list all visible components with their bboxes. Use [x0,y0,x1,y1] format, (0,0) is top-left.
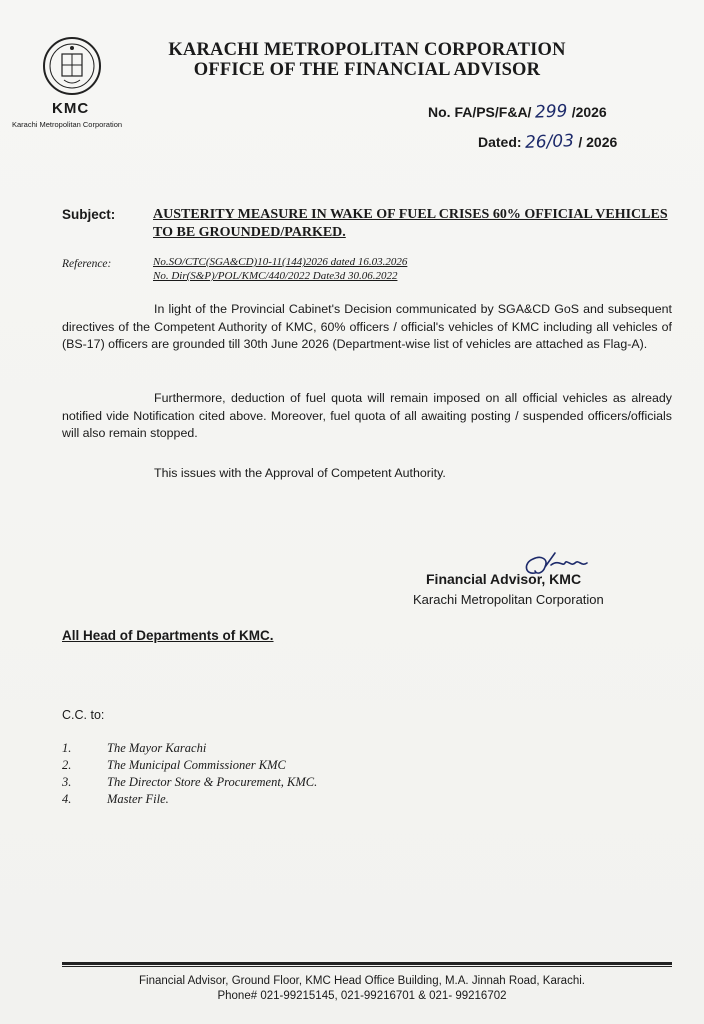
header-office-name: OFFICE OF THE FINANCIAL ADVISOR [193,60,541,80]
addressee: All Head of Departments of KMC. [62,628,274,643]
cc-item [62,791,317,808]
letter-number-handwritten: 299 [535,101,569,123]
cc-item [62,757,317,774]
cc-item [62,740,317,757]
body-paragraph-2-text: Furthermore, deduction of fuel quota will remain imposed on all official vehicles as already notified vide Notification cited above. Moreover, fuel quota of all awaiting posting / suspended officers/officials will also remain stopped. [62,391,672,440]
letter-number-prefix: No. FA/PS/F&A/ [428,104,532,120]
cc-item-text: Master File. [107,792,169,806]
cc-item-number: 4. [62,792,72,806]
cc-list [62,740,317,808]
reference-item-2: No. Dir(S&P)/POL/KMC/440/2022 Date3d 30.06.2022 [153,270,398,282]
logo-abbreviation: KMC [52,100,90,117]
reference-label: Reference: [62,258,112,270]
body-paragraph-1-text: In light of the Provincial Cabinet's Decision communicated by SGA&CD GoS and subsequent directives of the Competent Authority of KMC, 60% officers / official's vehicles of KMC including all vehicles of (BS-17) officers are grounded till 30th June 2026 (Department-wise list of vehicles are attached as Flag-A). [62,302,672,351]
body-paragraph-3: This issues with the Approval of Competent Authority. [154,466,446,480]
body-paragraph-2 [62,390,672,443]
footer-address: Financial Advisor, Ground Floor, KMC Head Office Building, M.A. Jinnah Road, Karachi. [139,975,585,987]
footer-phone: Phone# 021-99215145, 021-99216701 & 021- 99216702 [217,990,507,1002]
cc-item-number: 2. [62,758,72,772]
subject-text: AUSTERITY MEASURE IN WAKE OF FUEL CRISES 60% OFFICIAL VEHICLES TO BE GROUNDED/PARKED. [153,207,668,240]
cc-label: C.C. to: [62,708,105,722]
signatory-title: Financial Advisor, KMC [426,571,582,587]
cc-item-number: 1. [62,741,72,755]
reference-item-1: No.SO/CTC(SGA&CD)10-11(144)2026 dated 16.03.2026 [153,256,408,268]
letter-number-suffix: /2026 [571,104,607,120]
date-label: Dated: [478,134,522,150]
subject-label: Subject: [62,207,116,222]
cc-item-text: The Mayor Karachi [107,741,207,755]
date-suffix: / 2026 [578,134,618,150]
cc-item-number: 3. [62,775,72,789]
date-handwritten: 26/03 [525,131,575,153]
cc-item-text: The Director Store & Procurement, KMC. [107,775,318,789]
cc-item [62,774,317,791]
body-paragraph-1 [62,301,672,354]
logo-caption: Karachi Metropolitan Corporation [12,120,123,129]
signatory-organization: Karachi Metropolitan Corporation [413,592,604,607]
header-org-name: KARACHI METROPOLITAN CORPORATION [168,40,566,60]
letter-number [428,102,607,122]
footer-divider-thick [62,962,672,965]
footer-divider-thin [62,966,672,967]
cc-item-text: The Municipal Commissioner KMC [107,758,286,772]
letter-date [478,132,617,152]
